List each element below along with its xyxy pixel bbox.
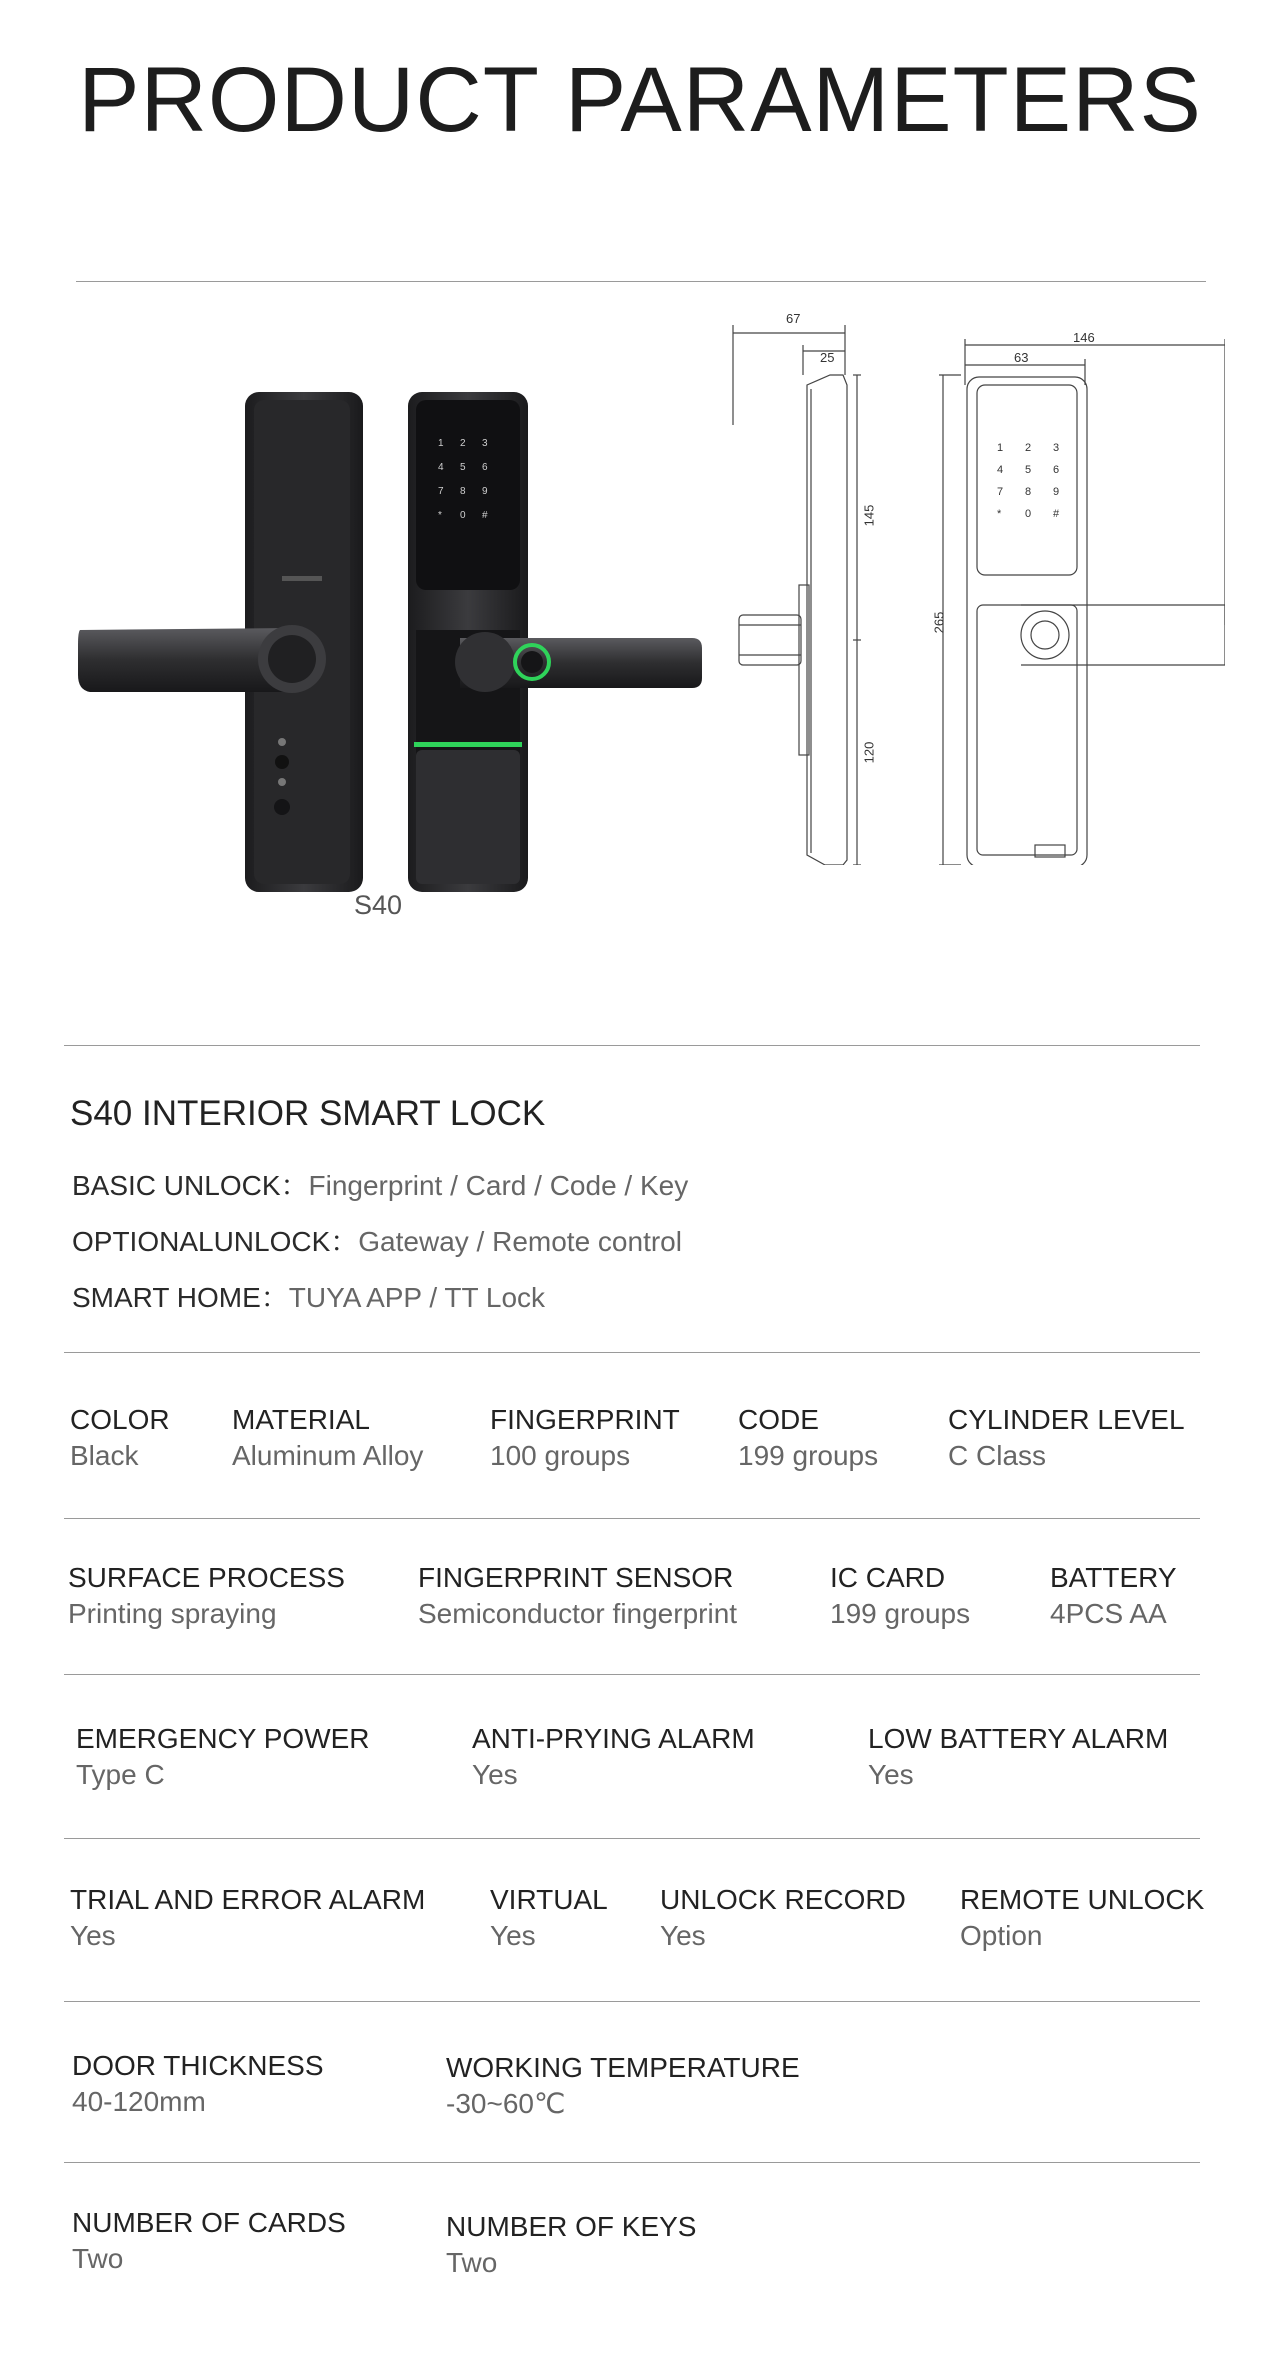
spec-label: DOOR THICKNESS [72,2050,324,2081]
spec-value: Printing spraying [68,1598,277,1629]
spec-label: BATTERY [1050,1562,1177,1593]
spec-ic-card [830,1560,970,1632]
spec-value: Option [960,1920,1043,1951]
svg-text:*: * [997,508,1002,520]
spec-surface-process [68,1560,345,1632]
spec-low-battery-alarm [868,1721,1168,1793]
spec-battery [1050,1560,1177,1632]
spec-door-thickness [72,2048,324,2120]
basic-unlock-key: BASIC UNLOCK： [72,1170,309,1201]
dim-height-lower: 120 [861,741,877,764]
spec-value: Two [72,2243,124,2274]
basic-unlock-line [72,1164,688,1204]
dim-width-body: 63 [1014,350,1029,365]
spec-code [738,1402,878,1474]
divider [64,1045,1200,1046]
page-title: PRODUCT PARAMETERS [78,49,1202,151]
svg-text:#: # [1053,508,1060,520]
dim-height-total: 265 [931,611,947,634]
divider [64,1838,1200,1839]
section-title: S40 INTERIOR SMART LOCK [70,1094,546,1133]
svg-text:9: 9 [1053,486,1060,498]
spec-label: LOW BATTERY ALARM [868,1723,1169,1754]
model-label: S40 [354,890,403,920]
svg-text:1: 1 [997,442,1004,454]
spec-working-temperature [446,2050,800,2122]
dim-depth-body: 25 [820,350,835,365]
smart-home-key: SMART HOME： [72,1282,289,1313]
divider [64,2162,1200,2163]
spec-value: Yes [490,1920,536,1951]
svg-text:6: 6 [1053,464,1060,476]
svg-text:6: 6 [482,462,488,473]
divider [64,2001,1200,2002]
spec-value: Type C [76,1759,165,1790]
svg-text:0: 0 [460,510,466,521]
svg-text:9: 9 [482,486,488,497]
spec-label: COLOR [70,1404,170,1435]
spec-fingerprint-sensor [418,1560,737,1632]
side-view-drawing [725,305,875,865]
spec-value: Semiconductor fingerprint [418,1598,738,1629]
spec-label: UNLOCK RECORD [660,1884,906,1915]
spec-trial-error-alarm [70,1882,425,1954]
svg-text:7: 7 [997,486,1004,498]
spec-label: EMERGENCY POWER [76,1723,370,1754]
spec-label: REMOTE UNLOCK [960,1884,1205,1915]
product-photo [60,370,780,1010]
svg-text:3: 3 [1053,442,1060,454]
spec-number-of-keys [446,2209,696,2281]
spec-value: 40-120mm [72,2086,206,2117]
basic-unlock-value: Fingerprint / Card / Code / Key [308,1170,689,1201]
svg-text:2: 2 [1025,442,1032,454]
spec-material [232,1402,423,1474]
spec-label: ANTI-PRYING ALARM [472,1723,755,1754]
front-view-drawing [935,305,1225,865]
smart-home-line [72,1276,545,1316]
spec-label: TRIAL AND ERROR ALARM [70,1884,426,1915]
svg-text:2: 2 [460,438,466,449]
spec-value: Yes [70,1920,116,1951]
svg-text:5: 5 [1025,464,1032,476]
spec-label: NUMBER OF CARDS [72,2207,346,2238]
dim-width-total: 146 [1073,330,1095,345]
header-divider [76,281,1206,282]
spec-label: WORKING TEMPERATURE [446,2052,800,2083]
spec-anti-prying-alarm [472,1721,755,1793]
spec-value: -30~60℃ [446,2088,566,2119]
divider [64,1674,1200,1675]
spec-value: Two [446,2247,498,2278]
spec-label: SURFACE PROCESS [68,1562,345,1593]
spec-value: 4PCS AA [1050,1598,1167,1629]
spec-label: FINGERPRINT [490,1404,680,1435]
svg-text:5: 5 [460,462,466,473]
spec-virtual [490,1882,608,1954]
spec-value: 199 groups [738,1440,879,1471]
spec-remote-unlock [960,1882,1204,1954]
svg-text:3: 3 [482,438,488,449]
optional-unlock-value: Gateway / Remote control [358,1226,682,1257]
svg-text:4: 4 [997,464,1004,476]
svg-text:0: 0 [1025,508,1032,520]
smart-home-value: TUYA APP / TT Lock [288,1282,546,1313]
svg-text:*: * [438,510,442,521]
spec-label: VIRTUAL [490,1884,608,1915]
spec-color [70,1402,170,1474]
spec-value: Aluminum Alloy [232,1440,424,1471]
spec-label: IC CARD [830,1562,946,1593]
spec-value: Yes [868,1759,914,1790]
spec-label: NUMBER OF KEYS [446,2211,697,2242]
divider [64,1352,1200,1353]
divider [64,1518,1200,1519]
spec-value: Yes [660,1920,706,1951]
optional-unlock-key: OPTIONALUNLOCK： [72,1226,359,1257]
spec-unlock-record [660,1882,906,1954]
svg-text:8: 8 [1025,486,1032,498]
svg-text:4: 4 [438,462,444,473]
front-unit [408,392,702,892]
svg-text:7: 7 [438,486,444,497]
spec-value: Black [70,1440,139,1471]
spec-value: Yes [472,1759,518,1790]
dim-height-upper: 145 [861,504,877,527]
optional-unlock-line [72,1220,682,1260]
spec-label: MATERIAL [232,1404,370,1435]
spec-value: C Class [948,1440,1047,1471]
spec-value: 199 groups [830,1598,971,1629]
spec-fingerprint [490,1402,680,1474]
svg-text:#: # [482,510,488,521]
spec-value: 100 groups [490,1440,631,1471]
rear-unit [78,392,363,892]
spec-label: CYLINDER LEVEL [948,1404,1185,1435]
spec-label: FINGERPRINT SENSOR [418,1562,734,1593]
spec-label: CODE [738,1404,819,1435]
spec-cylinder-level [948,1402,1185,1474]
spec-emergency-power [76,1721,370,1793]
spec-number-of-cards [72,2205,346,2277]
dim-depth-total: 67 [786,311,801,326]
svg-text:8: 8 [460,486,466,497]
svg-text:1: 1 [438,438,444,449]
